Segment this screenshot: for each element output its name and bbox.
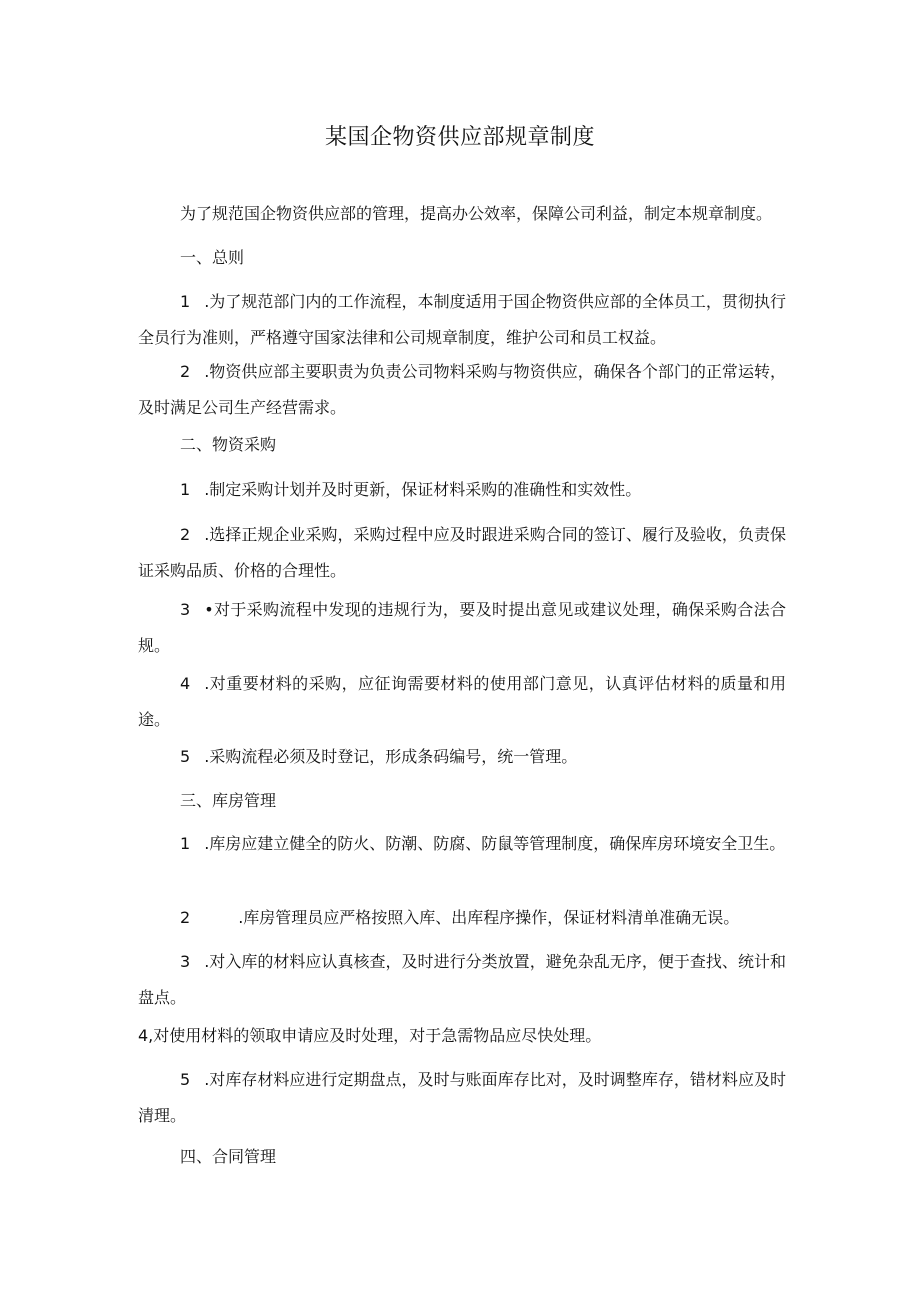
item-number: 4 xyxy=(180,674,191,693)
item-number: 2 xyxy=(180,908,191,927)
item-number: 2 xyxy=(180,362,191,381)
section-heading: 四、合同管理 xyxy=(180,1147,277,1166)
list-item xyxy=(138,1018,786,1054)
item-number: 3 xyxy=(180,600,191,619)
item-text: .对库存材料应进行定期盘点，及时与账面库存比对，及时调整库存，错材料应及时清理。 xyxy=(138,1070,786,1125)
item-text: .库房管理员应严格按照入库、出库程序操作，保证材料清单准确无误。 xyxy=(238,908,740,927)
list-item xyxy=(138,354,786,426)
section-heading: 三、库房管理 xyxy=(180,791,277,810)
item-number: 5 xyxy=(180,1070,191,1089)
item-number: 1 xyxy=(180,834,191,853)
item-number: 1 xyxy=(180,292,191,311)
item-text: 4,对使用材料的领取申请应及时处理，对于急需物品应尽快处理。 xyxy=(138,1026,602,1045)
item-number: 1 xyxy=(180,480,191,499)
list-item xyxy=(138,592,786,664)
list-item xyxy=(138,1062,786,1134)
item-text: .库房应建立健全的防火、防潮、防腐、防鼠等管理制度，确保库房环境安全卫生。 xyxy=(204,834,786,853)
section-heading: 一、总则 xyxy=(180,248,245,267)
item-text: .物资供应部主要职责为负责公司物料采购与物资供应，确保各个部门的正常运转，及时满足公司生产经营需求。 xyxy=(138,362,786,417)
item-text: .对重要材料的采购，应征询需要材料的使用部门意见，认真评估材料的质量和用途。 xyxy=(138,674,786,729)
item-text: .制定采购计划并及时更新，保证材料采购的准确性和实效性。 xyxy=(204,480,642,499)
item-text: .对入库的材料应认真核查，及时进行分类放置，避免杂乱无序，便于查找、统计和盘点。 xyxy=(138,952,786,1007)
intro-paragraph: 为了规范国企物资供应部的管理，提高办公效率，保障公司利益，制定本规章制度。 xyxy=(180,204,773,223)
item-text: .选择正规企业采购，采购过程中应及时跟进采购合同的签订、履行及验收，负责保证采购品质、价格的合理性。 xyxy=(138,525,786,580)
list-item xyxy=(138,739,786,775)
list-item xyxy=(138,826,786,862)
item-number: 3 xyxy=(180,952,191,971)
document-title: 某国企物资供应部规章制度 xyxy=(324,125,595,150)
section-heading: 二、物资采购 xyxy=(180,435,277,454)
list-item xyxy=(138,284,786,356)
item-text: .采购流程必须及时登记，形成条码编号，统一管理。 xyxy=(204,747,578,766)
list-item xyxy=(138,666,786,738)
item-text: .为了规范部门内的工作流程，本制度适用于国企物资供应部的全体员工，贯彻执行全员行为准则，严格遵守国家法律和公司规章制度，维护公司和员工权益。 xyxy=(138,292,786,347)
item-number: 5 xyxy=(180,747,191,766)
item-number: 2 xyxy=(180,525,191,544)
list-item xyxy=(138,517,786,589)
list-item xyxy=(138,472,786,508)
list-item xyxy=(138,944,786,1016)
item-text: •对于采购流程中发现的违规行为，要及时提出意见或建议处理，确保采购合法合规。 xyxy=(138,600,786,655)
list-item xyxy=(138,900,786,936)
